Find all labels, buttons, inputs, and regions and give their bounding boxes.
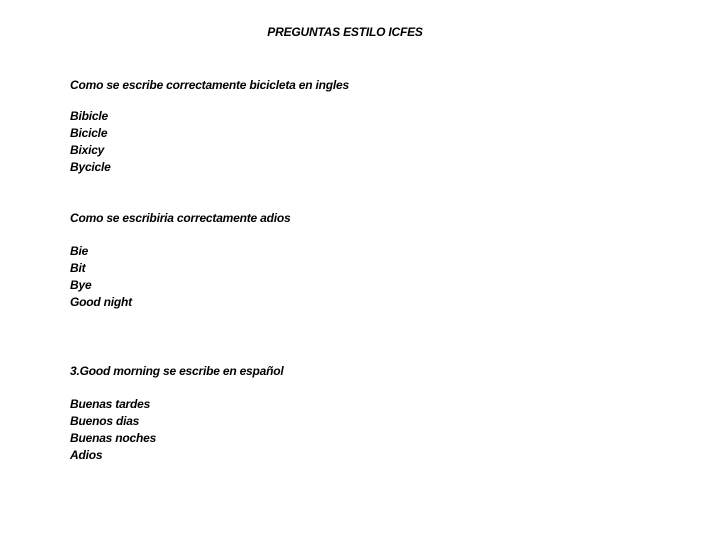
option: Bibicle	[70, 109, 108, 123]
question-3: 3.Good morning se escribe en español	[70, 364, 284, 378]
question-2: Como se escribiria correctamente adios	[70, 211, 291, 225]
option: Bie	[70, 244, 89, 258]
option: Adios	[70, 448, 103, 462]
option: Buenos dias	[70, 414, 140, 428]
option: Buenas noches	[70, 431, 157, 445]
question-3-options	[70, 396, 156, 464]
option: Good night	[70, 295, 132, 309]
option: Bye	[70, 278, 92, 292]
question-2-options	[70, 243, 132, 311]
option: Bixicy	[70, 143, 105, 157]
question-1: Como se escribe correctamente bicicleta en ingles	[70, 78, 349, 92]
question-1-options	[70, 108, 111, 176]
option: Buenas tardes	[70, 397, 151, 411]
option: Bycicle	[70, 160, 111, 174]
option: Bit	[70, 261, 86, 275]
page-title: PREGUNTAS ESTILO ICFES	[267, 25, 423, 39]
option: Bicicle	[70, 126, 108, 140]
